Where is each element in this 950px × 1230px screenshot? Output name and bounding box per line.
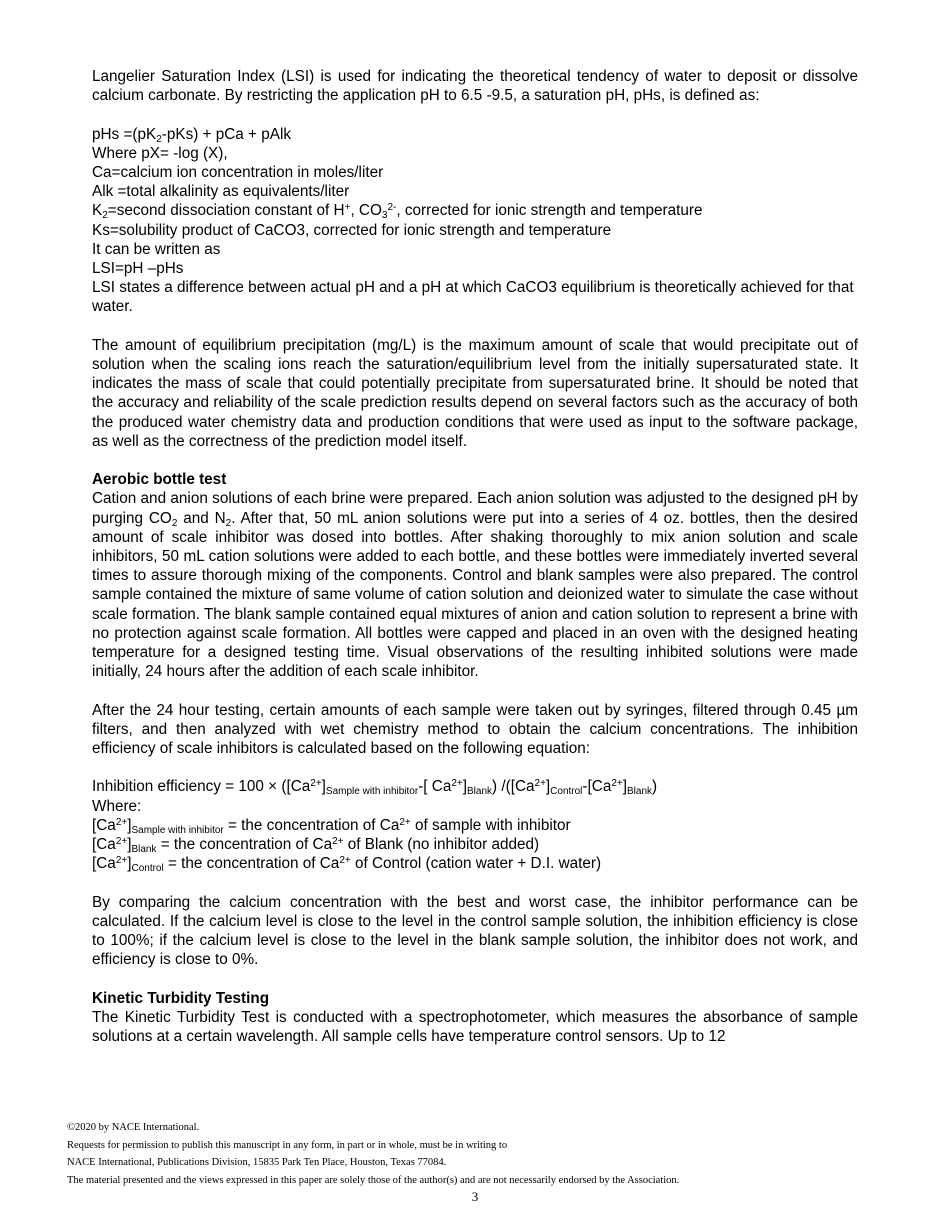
phs-formula: pHs $=(pK_2-pKs)$ + pCa + pAlk: [92, 125, 291, 145]
aerobic-heading: Aerobic bottle test: [92, 471, 227, 489]
sample-definition: $[Ca^{2+}]_{Sample with inhibitor}$ = the concentration of $Ca^{2+}$ of sample with inhibitor: [92, 816, 571, 836]
lsi-intro-paragraph: Langelier Saturation Index (LSI) is used for indicating the theoretical tendency of water to deposit or dissolve calcium carbonate. By restricting the application pH to 6.5 -9.5, a saturation pH, pHs, is defined as:: [92, 68, 858, 105]
aerobic-paragraph: Cation and anion solutions of each brine were prepared. Each anion solution was adjusted to the designed pH by purging $CO_2$ and $N_2$. After that, 50 mL anion solutions were put into a series of 4 oz. bottles, then the desired amount of scale inhibitor was dosed into bottles. After shaking thoroughly to mix anion solution and scale inhibitors, 50 mL cation solutions were added to each bottle, and these bottles were immediately inverted several times to assure thorough mixing of the components. Control and blank samples were also prepared. The control sample contained the mixture of same volume of cation solution and deionized water to simulate the case without scale formation. The blank sample contained equal mixtures of anion and cation solution to represent a brine with no protection against scale formation. All bottles were capped and placed in an oven with the designed heating temperature for a designed testing time. Visual observations of the resulting inhibited solutions were made initially, 24 hours after the addition of each scale inhibitor.: [92, 490, 858, 681]
where-px-line: Where pX= -log (X),: [92, 144, 228, 162]
paper-body: [92, 67, 858, 1046]
blank-definition: $[Ca^{2+}]_{Blank}$ = the concentration of $Ca^{2+}$ of Blank (no inhibitor added): [92, 836, 540, 856]
after-testing-paragraph: After the 24 hour testing, certain amounts of each sample were taken out by syringes, filtered through 0.45 µm filters, and then analyzed with wet chemistry method to obtain the calcium concentrations. The inhibition efficiency of scale inhibitors is calculated based on the following equation:: [92, 701, 858, 758]
footer-address: NACE International, Publications Division, 15835 Park Ten Place, Houston, Texas 77084.: [67, 1157, 447, 1169]
lsi-states-line: LSI states a difference between actual pH and a pH at which CaCO3 equilibrium is theoretically achieved for that water.: [92, 279, 854, 316]
ks-definition: Ks=solubility product of CaCO3, corrected for ionic strength and temperature: [92, 221, 612, 239]
alk-definition: Alk =total alkalinity as equivalents/liter: [92, 183, 350, 201]
where-line: Where:: [92, 797, 142, 815]
kinetic-heading: Kinetic Turbidity Testing: [92, 989, 270, 1007]
lsi-formula: LSI=pH –pHs: [92, 260, 184, 278]
footer-copyright: ©2020 by NACE International.: [67, 1122, 200, 1133]
k2-definition: $K_2=second$ dissociation constant of H+, $CO_3^{2-}$, corrected for ionic strength and temperature: [92, 202, 703, 222]
ca-definition: Ca=calcium ion concentration in moles/liter: [92, 164, 384, 181]
control-definition: $[Ca^{2+}]_{Control}$ = the concentration of $Ca^{2+}$ of Control (cation water + D.I. water): [92, 855, 602, 875]
written-as-line: It can be written as: [92, 240, 221, 258]
footer-disclaimer: The material presented and the views expressed in this paper are solely those of the author(s) and are not necessarily endorsed by the Association.: [67, 1174, 680, 1186]
comparing-paragraph: By comparing the calcium concentration with the best and worst case, the inhibitor performance can be calculated. If the calcium level is close to the level in the control sample solution, the inhibition efficiency is close to 100%; if the calcium level is close to the level in the blank sample solution, the inhibitor does not work, and efficiency is close to 0%.: [92, 893, 858, 969]
equilibrium-paragraph: The amount of equilibrium precipitation (mg/L) is the maximum amount of scale that would precipitate out of solution when the scaling ions reach the saturation/equilibrium level from the initially supersaturated state. It indicates the mass of scale that could potentially precipitate from supersaturated brine. It should be noted that the accuracy and reliability of the scale prediction results depend on several factors such as the accuracy of both the produced water chemistry data and production conditions that were used as input to the software package, as well as the correctness of the prediction model itself.: [92, 336, 858, 450]
kinetic-paragraph: The Kinetic Turbidity Test is conducted with a spectrophotometer, which measures the absorbance of sample solutions at a certain wavelength. All sample cells have temperature control sensors. Up to 12: [92, 1008, 858, 1046]
page-number: 3: [471, 1189, 479, 1204]
footer-permission: Requests for permission to publish this manuscript in any form, in part or in whole, must be in writing to: [67, 1139, 508, 1151]
page-footer: [67, 1119, 883, 1189]
inhibition-efficiency-formula: Inhibition efficiency = $100 \times ([Ca^{2+}]_{Sample with inhibitor}-$[ $Ca^{2+}]_{Blank}$) $/([Ca^{2+}]_{Control}-[Ca^{2+}]_{Blank})$: [92, 778, 658, 798]
